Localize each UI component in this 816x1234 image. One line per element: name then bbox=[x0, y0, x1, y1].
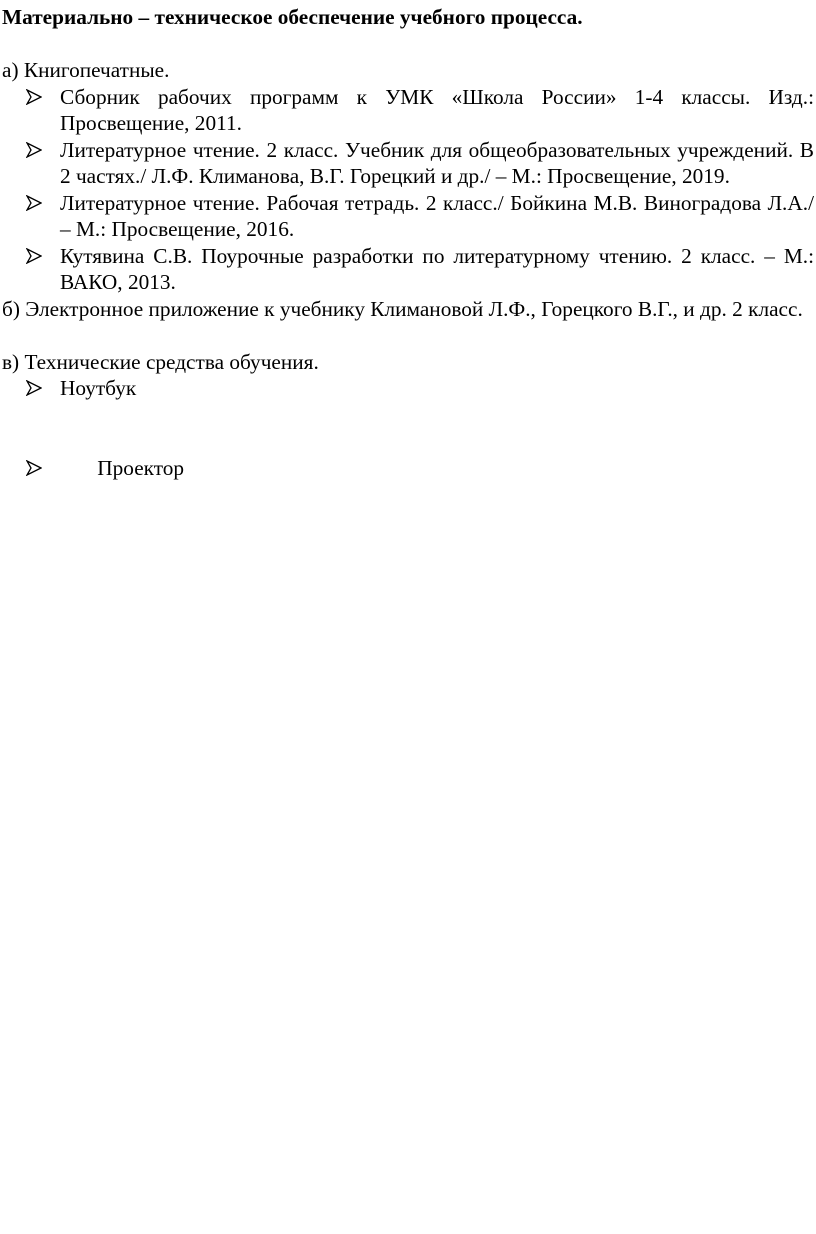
list-item-text: Ноутбук bbox=[60, 376, 137, 400]
list-item bbox=[60, 243, 814, 296]
document-title: Материально – техническое обеспечение учебного процесса. bbox=[2, 5, 583, 29]
list-item-text: Литературное чтение. Рабочая тетрадь. 2 класс./ Бойкина М.В. Виноградова Л.А./ – М.: Просвещение, 2016. bbox=[60, 190, 814, 241]
arrow-bullet-icon bbox=[26, 142, 42, 158]
list-item bbox=[60, 190, 814, 243]
section-c-label: в) Технические средства обучения. bbox=[2, 349, 319, 374]
list-item-text: Проектор bbox=[91, 455, 185, 480]
section-a-label: а) Книгопечатные. bbox=[2, 58, 170, 82]
list-item bbox=[60, 84, 814, 137]
arrow-bullet-icon bbox=[26, 248, 42, 264]
arrow-bullet-icon bbox=[26, 407, 42, 423]
section-c-list bbox=[2, 375, 814, 508]
arrow-bullet-icon bbox=[26, 195, 42, 211]
list-item bbox=[60, 402, 814, 508]
section-b-label: б) Электронное приложение к учебнику Климановой Л.Ф., Горецкого В.Г., и др. 2 класс. bbox=[2, 296, 803, 321]
list-item-text: Кутявина С.В. Поурочные разработки по литературному чтению. 2 класс. – М.: ВАКО, 2013. bbox=[60, 243, 814, 294]
blank-line bbox=[2, 322, 814, 349]
list-item-text: Литературное чтение. 2 класс. Учебник для общеобразовательных учреждений. В 2 частях./ Л.Ф. Климанова, В.Г. Горецкий и др./ – М.: Просвещение, 2019. bbox=[60, 137, 814, 188]
blank-line bbox=[2, 31, 814, 58]
list-item-text: Сборник рабочих программ к УМК «Школа России» 1-4 классы. Изд.: Просвещение, 2011. bbox=[60, 84, 814, 135]
arrow-bullet-icon bbox=[26, 380, 42, 396]
section-a-list bbox=[2, 84, 814, 296]
list-item bbox=[60, 137, 814, 190]
list-item bbox=[60, 375, 814, 402]
arrow-bullet-icon bbox=[26, 89, 42, 105]
